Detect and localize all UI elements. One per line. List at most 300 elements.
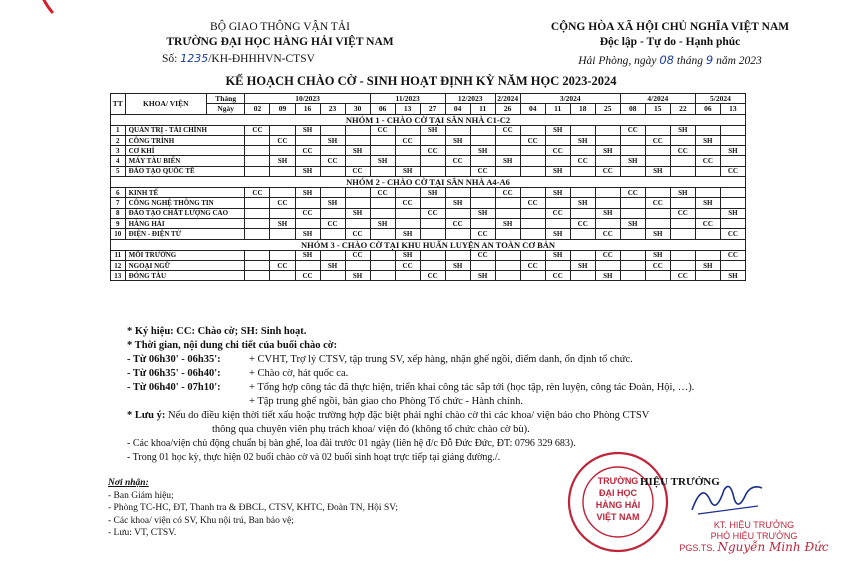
schedule-cell: SH: [420, 125, 445, 135]
schedule-cell: CC: [495, 125, 520, 135]
schedule-cell: CC: [270, 260, 295, 270]
schedule-cell: [370, 146, 395, 156]
schedule-cell: SH: [545, 125, 570, 135]
schedule-cell: CC: [470, 250, 495, 260]
row-number: 8: [111, 208, 126, 218]
group-row: [111, 114, 746, 125]
schedule-cell: [670, 135, 695, 145]
schedule-cell: [470, 260, 495, 270]
month-header: 2/2024: [495, 94, 520, 104]
schedule-cell: SH: [620, 218, 645, 228]
schedule-cell: CC: [270, 135, 295, 145]
schedule-cell: CC: [470, 166, 495, 176]
schedule-cell: CC: [620, 125, 645, 135]
schedule-cell: SH: [295, 166, 320, 176]
faculty-name: HÀNG HẢI: [125, 218, 245, 228]
schedule-cell: [420, 229, 445, 239]
schedule-cell: CC: [270, 198, 295, 208]
table-row: [111, 229, 746, 239]
month-header: 11/2023: [370, 94, 445, 104]
day-header: 15: [645, 104, 670, 114]
schedule-cell: CC: [545, 146, 570, 156]
schedule-cell: SH: [395, 250, 420, 260]
notes-section: [127, 325, 767, 465]
schedule-cell: [570, 146, 595, 156]
signer-degree: PGS.TS.: [679, 543, 715, 553]
schedule-cell: [320, 229, 345, 239]
schedule-cell: [395, 125, 420, 135]
schedule-cell: [470, 188, 495, 198]
month-label: Tháng: [206, 94, 245, 104]
schedule-cell: SH: [295, 188, 320, 198]
schedule-cell: [370, 229, 395, 239]
schedule-cell: [720, 218, 745, 228]
time-slot-3b: [127, 395, 767, 409]
row-number: 11: [111, 250, 126, 260]
row-number: 10: [111, 229, 126, 239]
recipient-item: - Các khoa/ viện có SV, Khu nội trú, Ban bảo vệ;: [108, 515, 294, 526]
schedule-cell: [245, 198, 270, 208]
schedule-cell: [645, 146, 670, 156]
schedule-cell: [245, 208, 270, 218]
month-header: 5/2024: [695, 94, 745, 104]
schedule-cell: SH: [720, 146, 745, 156]
schedule-cell: [620, 166, 645, 176]
faculty-name: CƠ KHÍ: [125, 146, 245, 156]
schedule-cell: [570, 188, 595, 198]
schedule-cell: SH: [320, 260, 345, 270]
schedule-cell: [595, 156, 620, 166]
group-title: NHÓM 1 - CHÀO CỜ TẠI SÂN NHÀ C1-C2: [111, 114, 746, 125]
row-number: 7: [111, 198, 126, 208]
recipients: [108, 477, 528, 540]
schedule-cell: [695, 250, 720, 260]
schedule-cell: [595, 218, 620, 228]
faculty-name: CÔNG TRÌNH: [125, 135, 245, 145]
faculty-name: ĐÀO TẠO QUỐC TẾ: [125, 166, 245, 176]
schedule-cell: SH: [545, 250, 570, 260]
schedule-cell: SH: [345, 271, 370, 281]
time-slot-3: [127, 381, 767, 395]
schedule-cell: [620, 198, 645, 208]
day-header: 13: [395, 104, 420, 114]
row-number: 13: [111, 271, 126, 281]
schedule-cell: CC: [245, 188, 270, 198]
schedule-cell: [370, 250, 395, 260]
schedule-cell: CC: [520, 198, 545, 208]
header-right: [520, 20, 820, 69]
month-header: 10/2023: [245, 94, 370, 104]
table-row: [111, 208, 746, 218]
row-number: 9: [111, 218, 126, 228]
schedule-cell: [570, 208, 595, 218]
schedule-cell: SH: [345, 146, 370, 156]
row-number: 4: [111, 156, 126, 166]
schedule-cell: SH: [645, 229, 670, 239]
schedule-cell: [645, 218, 670, 228]
time-slot-2: [127, 367, 767, 381]
schedule-cell: [670, 166, 695, 176]
schedule-cell: SH: [445, 198, 470, 208]
schedule-cell: [395, 156, 420, 166]
time-slot-2-label: - Từ 06h35' - 06h40':: [127, 368, 221, 379]
schedule-cell: [495, 146, 520, 156]
schedule-cell: [495, 198, 520, 208]
schedule-cell: [445, 188, 470, 198]
schedule-cell: [470, 135, 495, 145]
signer-name-text: Nguyễn Minh Đức: [717, 540, 829, 554]
schedule-cell: [595, 135, 620, 145]
schedule-cell: [670, 218, 695, 228]
day-header: 18: [570, 104, 595, 114]
signer-line-2: PHÓ HIỆU TRƯỞNG: [710, 531, 798, 541]
schedule-cell: SH: [620, 156, 645, 166]
table-row: [111, 260, 746, 270]
schedule-cell: SH: [270, 156, 295, 166]
row-number: 6: [111, 188, 126, 198]
schedule-cell: CC: [595, 250, 620, 260]
schedule-cell: SH: [270, 218, 295, 228]
document-title: KẾ HOẠCH CHÀO CỜ - SINH HOẠT ĐỊNH KỲ NĂM HỌC 2023-2024: [225, 74, 617, 88]
nation-name: CỘNG HÒA XÃ HỘI CHỦ NGHĨA VIỆT NAM: [550, 21, 790, 33]
stamp-line-4: VIỆT NAM: [596, 512, 640, 522]
schedule-cell: [320, 250, 345, 260]
schedule-cell: [520, 156, 545, 166]
schedule-cell: CC: [720, 250, 745, 260]
note-label: * Lưu ý:: [127, 410, 166, 421]
schedule-cell: [245, 271, 270, 281]
day-header: 08: [620, 104, 645, 114]
time-slot-3-label: - Từ 06h40' - 07h10':: [127, 382, 221, 393]
schedule-cell: CC: [370, 188, 395, 198]
time-slot-1-text: + CVHT, Trợ lý CTSV, tập trung SV, xếp hàng, nhận ghế ngồi, điểm danh, ổn định tổ chức.: [249, 354, 633, 365]
schedule-cell: [370, 135, 395, 145]
schedule-cell: [495, 260, 520, 270]
schedule-cell: [370, 166, 395, 176]
schedule-cell: [645, 208, 670, 218]
schedule-cell: [570, 271, 595, 281]
schedule-cell: [520, 271, 545, 281]
schedule-cell: CC: [545, 271, 570, 281]
table-row: [111, 166, 746, 176]
col-header-tt: TT: [111, 94, 126, 115]
schedule-cell: [720, 156, 745, 166]
month-header: 4/2024: [620, 94, 695, 104]
schedule-cell: [295, 198, 320, 208]
schedule-cell: [420, 166, 445, 176]
day-header: 09: [270, 104, 295, 114]
schedule-cell: [445, 146, 470, 156]
schedule-cell: [320, 166, 345, 176]
schedule-cell: [620, 229, 645, 239]
schedule-cell: [370, 208, 395, 218]
schedule-cell: [495, 271, 520, 281]
schedule-cell: CC: [595, 229, 620, 239]
schedule-cell: [620, 208, 645, 218]
schedule-cell: [645, 125, 670, 135]
faculty-name: MÁY TÀU BIỂN: [125, 156, 245, 166]
schedule-cell: [520, 250, 545, 260]
day-header: 30: [345, 104, 370, 114]
schedule-cell: CC: [445, 156, 470, 166]
schedule-cell: SH: [370, 156, 395, 166]
schedule-cell: [695, 146, 720, 156]
schedule-cell: SH: [395, 229, 420, 239]
schedule-cell: SH: [545, 229, 570, 239]
schedule-cell: SH: [545, 166, 570, 176]
schedule-cell: [445, 166, 470, 176]
schedule-cell: [645, 156, 670, 166]
schedule-cell: [570, 166, 595, 176]
schedule-cell: [470, 218, 495, 228]
schedule-cell: SH: [695, 260, 720, 270]
day-header: 06: [695, 104, 720, 114]
day-header: 26: [495, 104, 520, 114]
schedule-cell: [495, 166, 520, 176]
schedule-cell: [420, 156, 445, 166]
schedule-cell: CC: [420, 208, 445, 218]
schedule-cell: CC: [295, 208, 320, 218]
docno-handwritten: 1235: [180, 52, 209, 65]
day-header: 04: [445, 104, 470, 114]
day-header: 13: [720, 104, 745, 114]
schedule-cell: CC: [595, 166, 620, 176]
note-line-1: [127, 409, 767, 423]
schedule-cell: [270, 125, 295, 135]
schedule-cell: [345, 125, 370, 135]
schedule-cell: [495, 208, 520, 218]
schedule-cell: [445, 208, 470, 218]
schedule-cell: [670, 260, 695, 270]
schedule-cell: [620, 135, 645, 145]
schedule-cell: [270, 208, 295, 218]
handwritten-signature: [688, 476, 768, 520]
schedule-cell: [245, 260, 270, 270]
schedule-cell: [695, 166, 720, 176]
schedule-cell: [345, 135, 370, 145]
schedule-cell: SH: [470, 146, 495, 156]
schedule-cell: [420, 135, 445, 145]
docno-suffix: /KH-ĐHHHVN-CTSV: [208, 53, 315, 65]
schedule-cell: CC: [570, 156, 595, 166]
header-row-months: [111, 94, 746, 104]
schedule-cell: [270, 166, 295, 176]
schedule-cell: CC: [520, 260, 545, 270]
schedule-cell: [320, 271, 345, 281]
table-row: [111, 135, 746, 145]
schedule-cell: [645, 271, 670, 281]
recipient-item: - Lưu: VT, CTSV.: [108, 528, 177, 538]
header-row-days: [111, 104, 746, 114]
schedule-cell: CC: [395, 260, 420, 270]
signer-line-1: KT. HIỆU TRƯỞNG: [713, 520, 795, 530]
schedule-cell: [670, 156, 695, 166]
schedule-cell: SH: [495, 156, 520, 166]
schedule-cell: SH: [470, 208, 495, 218]
schedule-cell: [545, 156, 570, 166]
schedule-cell: [395, 188, 420, 198]
day-header: 22: [670, 104, 695, 114]
time-slot-3-text2: + Tập trung ghế ngồi, bàn giao cho Phòng Tổ chức - Hành chính.: [249, 396, 523, 407]
schedule-cell: [245, 146, 270, 156]
note-bullet-1: - Các khoa/viện chủ động chuẩn bị bàn ghế, loa đài trước 01 ngày (liên hệ đ/c Đỗ Đức Đức, ĐT: 0796 329 683).: [127, 438, 576, 449]
faculty-name: MÔI TRƯỜNG: [125, 250, 245, 260]
schedule-cell: SH: [495, 218, 520, 228]
schedule-cell: [545, 260, 570, 270]
schedule-cell: [620, 260, 645, 270]
schedule-cell: [245, 135, 270, 145]
schedule-cell: CC: [345, 229, 370, 239]
schedule-cell: [645, 188, 670, 198]
time-slot-3-text: + Tổng hợp công tác đã thực hiện, triển khai công tác sắp tới (học tập, rèn luyện, công tác Đoàn, Hội, …).: [249, 382, 695, 393]
schedule-cell: [520, 188, 545, 198]
schedule-cell: SH: [370, 218, 395, 228]
schedule-cell: SH: [470, 271, 495, 281]
group-title: NHÓM 3 - CHÀO CỜ TẠI KHU HUẤN LUYỆN AN TOÀN CƠ BẢN: [111, 239, 746, 250]
schedule-cell: [445, 271, 470, 281]
schedule-cell: SH: [720, 208, 745, 218]
schedule-cell: SH: [570, 135, 595, 145]
schedule-cell: SH: [545, 188, 570, 198]
schedule-cell: [670, 198, 695, 208]
recipient-item: - Phòng TC-HC, ĐT, Thanh tra & ĐBCL, CTSV, KHTC, Đoàn TN, Hội SV;: [108, 503, 399, 513]
schedule-cell: CC: [295, 146, 320, 156]
schedule-cell: SH: [645, 166, 670, 176]
time-slot-2-text: + Chào cờ, hát quốc ca.: [249, 368, 349, 379]
table-row: [111, 271, 746, 281]
schedule-cell: [420, 260, 445, 270]
recipients-heading: Nơi nhận:: [108, 478, 149, 488]
day-header: 02: [245, 104, 270, 114]
schedule-cell: CC: [670, 208, 695, 218]
schedule-cell: [695, 125, 720, 135]
schedule-cell: [495, 135, 520, 145]
schedule-cell: CC: [320, 218, 345, 228]
schedule-cell: [695, 229, 720, 239]
schedule-cell: [295, 260, 320, 270]
group-row: [111, 239, 746, 250]
schedule-cell: [245, 156, 270, 166]
table-row: [111, 156, 746, 166]
schedule-cell: CC: [420, 271, 445, 281]
schedule-cell: [620, 250, 645, 260]
day-header: 11: [470, 104, 495, 114]
schedule-cell: CC: [395, 135, 420, 145]
official-stamp: [566, 450, 670, 554]
schedule-cell: CC: [320, 156, 345, 166]
schedule-cell: [370, 260, 395, 270]
schedule-cell: [470, 125, 495, 135]
row-number: 2: [111, 135, 126, 145]
schedule-cell: SH: [395, 166, 420, 176]
schedule-cell: [270, 146, 295, 156]
schedule-cell: [620, 146, 645, 156]
header-left: [150, 20, 410, 67]
schedule-cell: [520, 125, 545, 135]
stamp-line-1: TRƯỜNG: [597, 476, 639, 486]
schedule-cell: CC: [695, 156, 720, 166]
table-row: [111, 198, 746, 208]
day-label: Ngày: [206, 104, 245, 114]
schedule-cell: [245, 218, 270, 228]
recipient-item: - Ban Giám hiệu;: [108, 490, 174, 501]
faculty-name: ĐÓNG TÀU: [125, 271, 245, 281]
schedule-cell: [420, 198, 445, 208]
schedule-cell: [445, 250, 470, 260]
schedule-cell: [595, 188, 620, 198]
schedule-cell: CC: [695, 218, 720, 228]
schedule-cell: CC: [495, 188, 520, 198]
signer-title: HIỆU TRƯỞNG: [640, 476, 720, 488]
schedule-cell: SH: [595, 271, 620, 281]
schedule-cell: [620, 271, 645, 281]
day-header: 04: [520, 104, 545, 114]
schedule-cell: SH: [570, 198, 595, 208]
schedule-cell: [670, 229, 695, 239]
schedule-cell: [720, 198, 745, 208]
schedule-cell: SH: [695, 135, 720, 145]
schedule-cell: [295, 218, 320, 228]
schedule-cell: SH: [570, 260, 595, 270]
schedule-cell: [670, 250, 695, 260]
schedule-cell: SH: [420, 188, 445, 198]
docno-prefix: Số:: [162, 53, 178, 65]
schedule-cell: [395, 218, 420, 228]
schedule-cell: [570, 250, 595, 260]
date-line: [520, 53, 820, 69]
schedule-cell: [695, 188, 720, 198]
table-row: [111, 218, 746, 228]
schedule-cell: [595, 260, 620, 270]
schedule-cell: [545, 218, 570, 228]
schedule-cell: [345, 156, 370, 166]
signer-name: [674, 542, 834, 554]
day-header: 11: [545, 104, 570, 114]
schedule-cell: CC: [420, 146, 445, 156]
row-number: 3: [111, 146, 126, 156]
month-header: 12/2023: [445, 94, 495, 104]
schedule-cell: [595, 125, 620, 135]
schedule-cell: SH: [720, 271, 745, 281]
schedule-cell: [245, 250, 270, 260]
schedule-cell: [345, 218, 370, 228]
schedule-cell: [720, 188, 745, 198]
schedule-cell: [545, 135, 570, 145]
national-motto: Độc lập - Tự do - Hạnh phúc: [599, 36, 741, 48]
schedule-cell: [270, 271, 295, 281]
note-line-2: thông qua chuyên viên phụ trách khoa/ viện đó (không tổ chức chào cờ bù).: [212, 424, 530, 435]
schedule-cell: CC: [720, 229, 745, 239]
schedule-cell: CC: [545, 208, 570, 218]
schedule-cell: SH: [320, 198, 345, 208]
schedule-cell: [695, 271, 720, 281]
schedule-cell: [345, 188, 370, 198]
schedule-cell: SH: [345, 208, 370, 218]
schedule-cell: SH: [295, 229, 320, 239]
schedule-cell: [520, 229, 545, 239]
schedule-cell: SH: [295, 125, 320, 135]
schedule-cell: [320, 188, 345, 198]
schedule-cell: [470, 156, 495, 166]
table-row: [111, 188, 746, 198]
schedule-cell: [245, 229, 270, 239]
schedule-cell: [320, 208, 345, 218]
group-title: NHÓM 2 - CHÀO CỜ TẠI SÂN NHÀ A4-A6: [111, 177, 746, 188]
faculty-name: ĐÀO TẠO CHẤT LƯỢNG CAO: [125, 208, 245, 218]
schedule-cell: [320, 146, 345, 156]
schedule-cell: CC: [370, 125, 395, 135]
day-header: 16: [295, 104, 320, 114]
